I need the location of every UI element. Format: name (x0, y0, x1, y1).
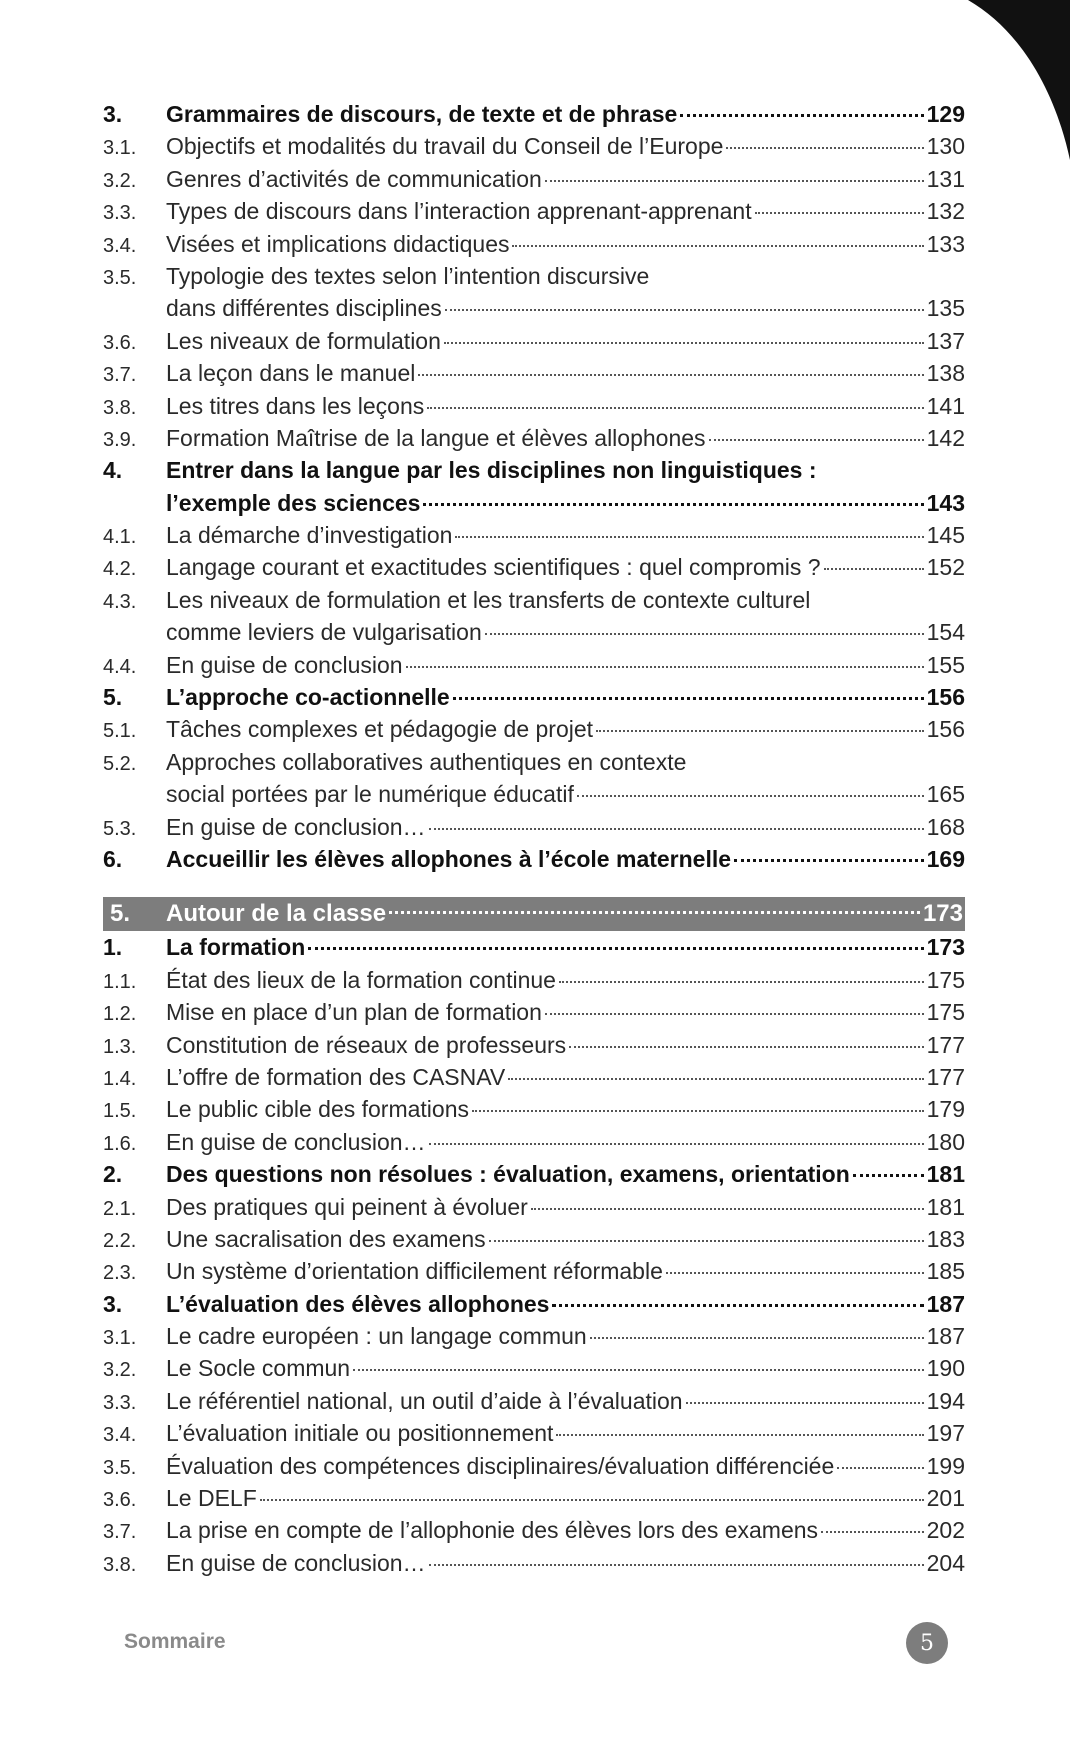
toc-entry-body (166, 813, 965, 842)
toc-entry[interactable] (103, 392, 965, 424)
toc-entry-body (166, 1193, 965, 1222)
toc-entry-title: Une sacralisation des examens (166, 1225, 486, 1252)
section-header[interactable] (103, 897, 965, 931)
toc-entry-title: Objectifs et modalités du travail du Conseil de l’Europe (166, 133, 724, 160)
toc-entry[interactable] (103, 813, 965, 845)
toc-entry[interactable] (103, 1549, 965, 1581)
toc-leader-dots (569, 1046, 923, 1048)
toc-leader-dots (686, 1402, 924, 1404)
toc-entry-number: 3.5. (103, 1456, 137, 1479)
table-of-contents (103, 100, 965, 1581)
toc-entry-number: 1.1. (103, 970, 137, 993)
toc-entry-body (166, 521, 965, 550)
toc-entry-body (166, 586, 965, 615)
toc-leader-dots (418, 374, 923, 376)
toc-entry-page: 133 (926, 230, 965, 257)
toc-leader-dots (427, 407, 923, 409)
toc-entry-title: social portées par le numérique éducatif (166, 781, 574, 808)
toc-entry-body (166, 1063, 965, 1092)
toc-entry-body (166, 1160, 965, 1189)
toc-leader-dots (853, 1174, 924, 1177)
toc-entry-body (166, 359, 965, 388)
toc-leader-dots (545, 180, 924, 182)
toc-entry-page: 179 (926, 1096, 965, 1123)
toc-entry-number: 5.1. (103, 720, 137, 743)
toc-entry-title: Le cadre européen : un langage commun (166, 1323, 587, 1350)
toc-entry-body (166, 294, 965, 323)
toc-entry-number: 3.4. (103, 234, 137, 257)
toc-entry-body (166, 489, 965, 518)
toc-entry[interactable] (103, 683, 965, 715)
toc-entry-number: 3.1. (103, 1327, 137, 1350)
toc-entry-page: 156 (926, 684, 965, 711)
toc-entry-body (166, 998, 965, 1027)
toc-entry-title: L’évaluation des élèves allophones (166, 1290, 550, 1317)
toc-entry-page: 177 (926, 1063, 965, 1090)
toc-entry-number: 3.6. (103, 331, 137, 354)
toc-entry-title: Types de discours dans l’interaction apprenant-apprenant (166, 198, 752, 225)
toc-entry-number: 5. (103, 684, 123, 711)
toc-leader-dots (821, 1531, 924, 1533)
toc-leader-dots (552, 1304, 923, 1307)
toc-leader-dots (577, 795, 924, 797)
footer-label: Sommaire (124, 1630, 226, 1653)
toc-entry-body (166, 618, 965, 647)
toc-entry-body (166, 424, 965, 453)
toc-entry[interactable] (103, 1193, 965, 1225)
toc-entry-page: 154 (926, 619, 965, 646)
toc-entry-title: Le public cible des formations (166, 1096, 469, 1123)
toc-entry-number: 1.5. (103, 1100, 137, 1123)
toc-entry-page: 190 (926, 1355, 965, 1382)
toc-leader-dots (596, 730, 924, 732)
toc-entry[interactable] (103, 100, 965, 132)
toc-entry-title: Les titres dans les leçons (166, 392, 425, 419)
toc-entry-number: 1.4. (103, 1067, 137, 1090)
toc-entry-page: 199 (926, 1452, 965, 1479)
toc-entry-page: 181 (926, 1161, 965, 1188)
toc-entry-title: comme leviers de vulgarisation (166, 619, 482, 646)
toc-entry-title: Le référentiel national, un outil d’aide à l’évaluation (166, 1387, 683, 1414)
toc-leader-dots (423, 503, 923, 506)
toc-entry-page: 204 (926, 1549, 965, 1576)
toc-entry-number: 2. (103, 1161, 123, 1188)
toc-entry-body (166, 933, 965, 962)
toc-entry[interactable] (103, 586, 965, 618)
toc-entry[interactable] (103, 197, 965, 229)
toc-entry-number: 3.3. (103, 1391, 137, 1414)
toc-entry-number: 3.7. (103, 364, 137, 387)
toc-entry-body (166, 1095, 965, 1124)
toc-entry[interactable] (103, 294, 965, 326)
toc-entry-page: 183 (926, 1225, 965, 1252)
toc-entry[interactable] (103, 715, 965, 747)
toc-entry-page: 175 (926, 966, 965, 993)
toc-leader-dots (734, 859, 924, 862)
toc-entry[interactable] (103, 651, 965, 683)
toc-entry[interactable] (103, 262, 965, 294)
toc-leader-dots (445, 309, 924, 311)
toc-entry-page: 201 (926, 1485, 965, 1512)
toc-entry-number: 2.2. (103, 1229, 137, 1252)
toc-leader-dots (508, 1078, 923, 1080)
toc-leader-dots (512, 245, 923, 247)
toc-entry-title: Les niveaux de formulation et les transferts de contexte culturel (166, 586, 811, 613)
toc-entry-number: 3.1. (103, 137, 137, 160)
toc-part-2 (103, 933, 965, 1581)
toc-entry-number: 3.4. (103, 1424, 137, 1447)
toc-entry-page: 131 (926, 165, 965, 192)
toc-leader-dots (406, 666, 924, 668)
toc-entry-number: 3.5. (103, 266, 137, 289)
toc-entry-page: 187 (926, 1323, 965, 1350)
toc-entry-body (166, 845, 965, 874)
toc-entry-body (166, 1322, 965, 1351)
toc-leader-dots (559, 981, 924, 983)
toc-entry-page: 177 (926, 1031, 965, 1058)
toc-entry[interactable] (103, 748, 965, 780)
toc-entry-page: 187 (926, 1290, 965, 1317)
toc-entry-page: 129 (926, 101, 965, 127)
toc-leader-dots (353, 1369, 924, 1371)
toc-entry-page: 181 (926, 1193, 965, 1220)
toc-entry-title: L’approche co-actionnelle (166, 684, 450, 711)
toc-entry[interactable] (103, 845, 965, 877)
toc-entry-body (166, 683, 965, 712)
toc-entry-title: L’offre de formation des CASNAV (166, 1063, 506, 1090)
toc-entry-number: 3.6. (103, 1489, 137, 1512)
toc-entry[interactable] (103, 132, 965, 164)
toc-entry[interactable] (103, 359, 965, 391)
toc-entry-number: 4.1. (103, 526, 137, 549)
toc-entry-title: La prise en compte de l’allophonie des élèves lors des examens (166, 1517, 819, 1544)
toc-leader-dots (444, 342, 924, 344)
toc-entry-title: Tâches complexes et pédagogie de projet (166, 716, 594, 743)
toc-entry-title: Formation Maîtrise de la langue et élèves allophones (166, 424, 706, 451)
toc-entry-title: Un système d’orientation difficilement réformable (166, 1258, 663, 1285)
toc-entry[interactable] (103, 1516, 965, 1548)
toc-entry-body (166, 1549, 965, 1578)
toc-leader-dots (429, 1564, 924, 1566)
toc-entry[interactable] (103, 998, 965, 1030)
toc-leader-dots (755, 212, 924, 214)
toc-leader-dots (489, 1240, 924, 1242)
toc-entry-page: 202 (926, 1517, 965, 1544)
toc-entry-title: Les niveaux de formulation (166, 327, 441, 354)
toc-entry-number: 1.2. (103, 1003, 137, 1026)
toc-entry-title: Accueillir les élèves allophones à l’école maternelle (166, 845, 732, 872)
toc-entry-body (166, 780, 965, 809)
toc-leader-dots (472, 1110, 924, 1112)
toc-entry-body (166, 1257, 965, 1286)
toc-entry[interactable] (103, 933, 965, 965)
toc-entry[interactable] (103, 1031, 965, 1063)
toc-entry[interactable] (103, 1128, 965, 1160)
toc-leader-dots (726, 147, 923, 149)
toc-entry-title: La leçon dans le manuel (166, 360, 416, 387)
toc-entry-body (166, 1290, 965, 1319)
toc-entry-page: 135 (926, 295, 965, 322)
toc-entry[interactable] (103, 1160, 965, 1192)
toc-entry-page: 165 (926, 781, 965, 808)
toc-entry-title: Genres d’activités de communication (166, 165, 542, 192)
toc-entry-body (166, 262, 965, 291)
toc-entry-number: 3.2. (103, 169, 137, 192)
toc-part-1 (103, 100, 965, 877)
toc-entry[interactable] (103, 521, 965, 553)
toc-entry-body (166, 1516, 965, 1545)
section-title: Autour de la classe (166, 900, 387, 928)
toc-entry-title: Le DELF (166, 1485, 257, 1512)
toc-entry[interactable] (103, 618, 965, 650)
toc-entry-title: Mise en place d’un plan de formation (166, 999, 542, 1026)
toc-entry-title: En guise de conclusion… (166, 1128, 426, 1155)
toc-entry-number: 4.2. (103, 558, 137, 581)
toc-entry-body (166, 456, 965, 485)
toc-entry-body (166, 715, 965, 744)
toc-entry[interactable] (103, 1290, 965, 1322)
toc-entry-page: 141 (926, 392, 965, 419)
toc-entry-title: Le Socle commun (166, 1355, 351, 1382)
toc-entry[interactable] (103, 165, 965, 197)
toc-entry-body (166, 197, 965, 226)
toc-leader-dots (824, 568, 924, 570)
toc-entry[interactable] (103, 424, 965, 456)
toc-entry[interactable] (103, 553, 965, 585)
toc-entry-number: 3.3. (103, 202, 137, 225)
toc-leader-dots (455, 536, 923, 538)
toc-entry-number: 3.2. (103, 1359, 137, 1382)
toc-entry-title: La démarche d’investigation (166, 522, 453, 549)
toc-entry-body (166, 1128, 965, 1157)
toc-entry-page: 194 (926, 1387, 965, 1414)
toc-entry-number: 3.8. (103, 396, 137, 419)
toc-entry-page: 142 (926, 424, 965, 451)
toc-entry-number: 4.4. (103, 655, 137, 678)
section-leader-dots (389, 911, 920, 914)
toc-entry-page: 145 (926, 522, 965, 549)
toc-entry-title: Grammaires de discours, de texte et de phrase (166, 101, 678, 127)
toc-leader-dots (485, 633, 924, 635)
toc-entry-body (166, 165, 965, 194)
toc-entry-number: 5.3. (103, 817, 137, 840)
toc-entry-body (166, 553, 965, 582)
toc-entry-page: 175 (926, 999, 965, 1026)
toc-entry[interactable] (103, 1322, 965, 1354)
toc-entry-number: 1.6. (103, 1132, 137, 1155)
toc-entry-page: 169 (926, 845, 965, 872)
toc-entry-title: En guise de conclusion (166, 651, 403, 678)
toc-leader-dots (545, 1013, 924, 1015)
toc-entry-number: 5.2. (103, 752, 137, 775)
toc-entry[interactable] (103, 1257, 965, 1289)
toc-entry-title: En guise de conclusion… (166, 813, 426, 840)
toc-entry[interactable] (103, 456, 965, 488)
toc-entry[interactable] (103, 489, 965, 521)
corner-decoration (950, 0, 1070, 160)
toc-entry[interactable] (103, 1419, 965, 1451)
toc-entry-body (166, 132, 965, 161)
toc-leader-dots (308, 947, 923, 950)
toc-entry-title: Langage courant et exactitudes scientifiques : quel compromis ? (166, 554, 821, 581)
toc-entry-title: Des questions non résolues : évaluation, examens, orientation (166, 1161, 850, 1188)
toc-entry-title: En guise de conclusion… (166, 1549, 426, 1576)
toc-leader-dots (453, 697, 924, 700)
toc-entry-number: 4. (103, 457, 123, 484)
toc-entry-number: 3.8. (103, 1553, 137, 1576)
toc-leader-dots (680, 114, 923, 117)
toc-entry-title: État des lieux de la formation continue (166, 966, 556, 993)
toc-leader-dots (531, 1208, 924, 1210)
toc-entry-page: 155 (926, 651, 965, 678)
toc-entry-number: 3. (103, 101, 123, 127)
section-page: 173 (922, 900, 963, 928)
toc-entry-title: Constitution de réseaux de professeurs (166, 1031, 567, 1058)
toc-entry-body (166, 392, 965, 421)
toc-entry-number: 2.1. (103, 1197, 137, 1220)
toc-entry-page: 143 (926, 489, 965, 516)
toc-entry-number: 1.3. (103, 1035, 137, 1058)
toc-entry-title: Visées et implications didactiques (166, 230, 510, 257)
toc-leader-dots (429, 828, 924, 830)
toc-entry-body (166, 230, 965, 259)
toc-entry-body (166, 1387, 965, 1416)
toc-entry[interactable] (103, 1452, 965, 1484)
toc-entry[interactable] (103, 966, 965, 998)
toc-entry-page: 185 (926, 1258, 965, 1285)
toc-entry-body (166, 748, 965, 777)
toc-entry-page: 138 (926, 360, 965, 387)
toc-leader-dots (666, 1272, 924, 1274)
toc-entry[interactable] (103, 1354, 965, 1386)
toc-entry-body (166, 1452, 965, 1481)
toc-entry-body (166, 966, 965, 995)
toc-entry[interactable] (103, 1095, 965, 1127)
toc-entry-body (166, 1419, 965, 1448)
toc-entry[interactable] (103, 327, 965, 359)
toc-entry-page: 130 (926, 133, 965, 160)
toc-entry-page: 152 (926, 554, 965, 581)
section-number: 5. (110, 900, 131, 928)
toc-entry-page: 132 (926, 198, 965, 225)
toc-entry[interactable] (103, 1225, 965, 1257)
toc-entry-number: 3.9. (103, 428, 137, 451)
toc-entry-page: 197 (926, 1420, 965, 1447)
toc-entry[interactable] (103, 1387, 965, 1419)
toc-entry[interactable] (103, 1484, 965, 1516)
toc-leader-dots (556, 1434, 923, 1436)
toc-entry-body (166, 327, 965, 356)
toc-entry-body (166, 1225, 965, 1254)
toc-entry-body (166, 651, 965, 680)
toc-entry-number: 3.7. (103, 1521, 137, 1544)
page-number-badge: 5 (906, 1622, 948, 1664)
toc-entry-number: 2.3. (103, 1262, 137, 1285)
toc-entry-number: 3. (103, 1290, 123, 1317)
toc-entry-title: Entrer dans la langue par les disciplines non linguistiques : (166, 457, 817, 484)
toc-entry[interactable] (103, 780, 965, 812)
toc-leader-dots (837, 1467, 923, 1469)
toc-entry-title: dans différentes disciplines (166, 295, 442, 322)
toc-entry-page: 180 (926, 1128, 965, 1155)
toc-entry-number: 1. (103, 934, 123, 961)
toc-leader-dots (260, 1499, 924, 1501)
toc-entry-title: Des pratiques qui peinent à évoluer (166, 1193, 528, 1220)
toc-entry-page: 156 (926, 716, 965, 743)
toc-entry-title: Typologie des textes selon l’intention discursive (166, 262, 650, 289)
toc-entry-page: 168 (926, 813, 965, 840)
toc-entry[interactable] (103, 230, 965, 262)
toc-entry-title: Approches collaboratives authentiques en contexte (166, 748, 687, 775)
toc-entry-title: La formation (166, 934, 306, 961)
toc-entry-number: 6. (103, 845, 123, 872)
toc-leader-dots (590, 1337, 924, 1339)
toc-entry-title: Évaluation des compétences disciplinaires/évaluation différenciée (166, 1452, 835, 1479)
toc-entry-body (166, 1484, 965, 1513)
toc-entry-title: l’exemple des sciences (166, 489, 421, 516)
toc-leader-dots (429, 1143, 924, 1145)
toc-entry-body (166, 1031, 965, 1060)
toc-entry-page: 137 (926, 327, 965, 354)
toc-entry[interactable] (103, 1063, 965, 1095)
toc-leader-dots (709, 439, 924, 441)
toc-entry-number: 4.3. (103, 590, 137, 613)
toc-entry-body (166, 100, 965, 129)
toc-entry-title: L’évaluation initiale ou positionnement (166, 1420, 554, 1447)
toc-entry-page: 173 (926, 934, 965, 961)
toc-entry-body (166, 1354, 965, 1383)
